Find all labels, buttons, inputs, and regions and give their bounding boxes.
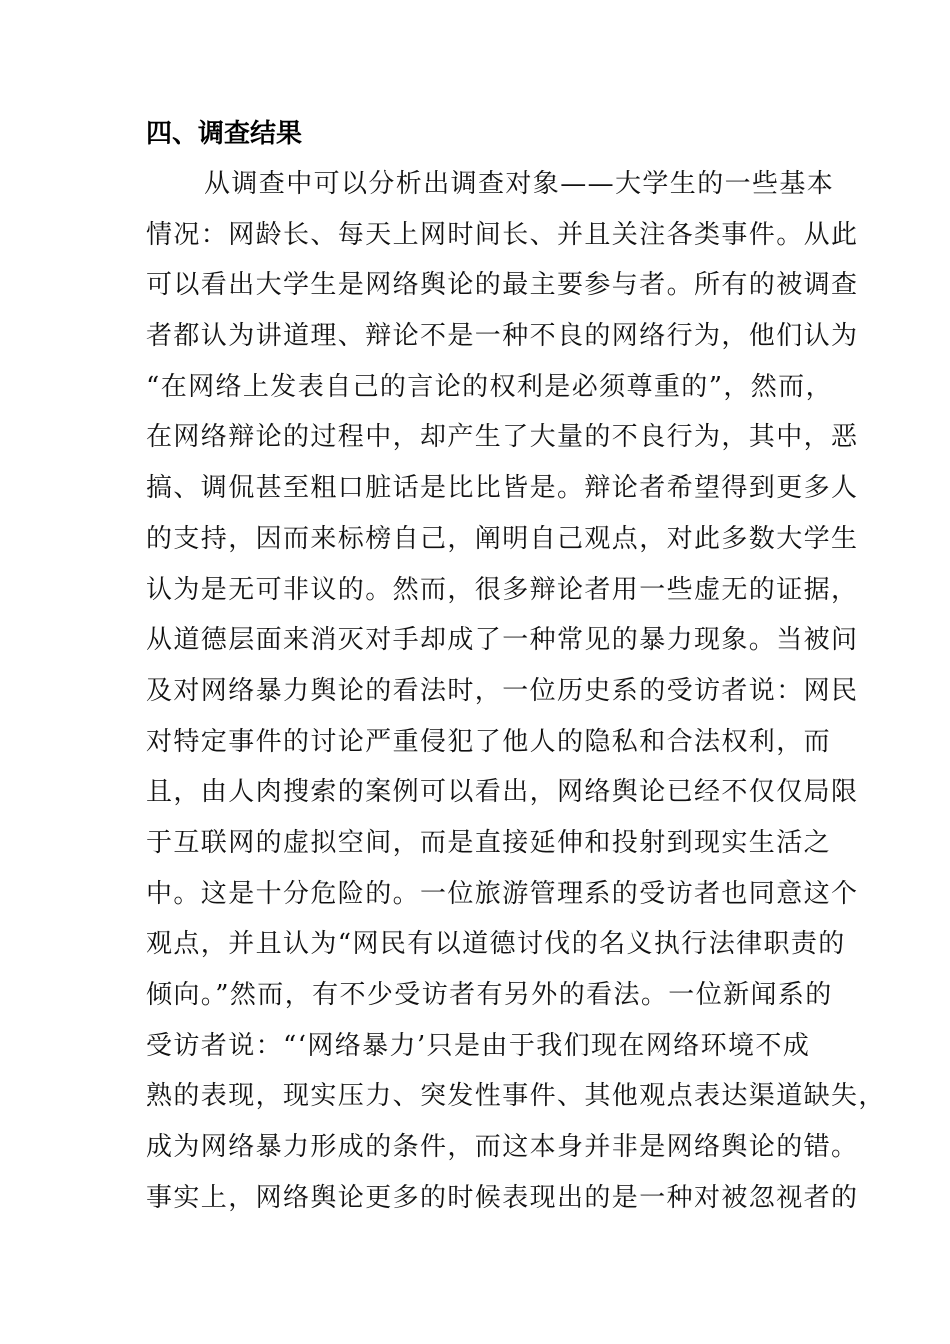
text-line: 受访者说：“‘网络暴力’只是由于我们现在网络环境不成 — [146, 1030, 811, 1061]
text-line: 的支持，因而来标榜自己，阐明自己观点，对此多数大学生 — [146, 523, 859, 554]
text-line: 从调查中可以分析出调查对象——大学生的一些基本 — [204, 169, 835, 199]
text-line: 及对网络暴力舆论的看法时，一位历史系的受访者说：网民 — [146, 675, 859, 706]
text-line: 情况：网龄长、每天上网时间长、并且关注各类事件。从此 — [146, 219, 859, 250]
text-line: 在网络辩论的过程中，却产生了大量的不良行为，其中，恶 — [146, 422, 859, 453]
text-line: 于互联网的虚拟空间，而是直接延伸和投射到现实生活之 — [146, 827, 832, 858]
text-line: 搞、调侃甚至粗口脏话是比比皆是。辩论者希望得到更多人 — [146, 473, 859, 504]
text-line: 成为网络暴力形成的条件，而这本身并非是网络舆论的错。 — [146, 1132, 859, 1163]
text-line: “在网络上发表自己的言论的权利是必须尊重的”，然而， — [146, 371, 833, 402]
text-line: 且，由人肉搜索的案例可以看出，网络舆论已经不仅仅局限 — [146, 777, 859, 808]
text-line: 熟的表现，现实压力、突发性事件、其他观点表达渠道缺失， — [146, 1081, 886, 1112]
text-line: 事实上，网络舆论更多的时候表现出的是一种对被忽视者的 — [146, 1182, 859, 1213]
text-line: 认为是无可非议的。然而，很多辩论者用一些虚无的证据， — [146, 574, 859, 605]
text-line: 者都认为讲道理、辩论不是一种不良的网络行为，他们认为 — [146, 321, 859, 352]
body-paragraph — [146, 164, 886, 1228]
text-line: 从道德层面来消灭对手却成了一种常见的暴力现象。当被问 — [146, 625, 859, 656]
text-line: 中。这是十分危险的。一位旅游管理系的受访者也同意这个 — [146, 878, 859, 909]
text-line: 可以看出大学生是网络舆论的最主要参与者。所有的被调查 — [146, 270, 859, 301]
section-heading: 四、调查结果 — [146, 119, 303, 149]
text-line: 倾向。”然而，有不少受访者有另外的看法。一位新闻系的 — [146, 980, 833, 1010]
text-line: 观点，并且认为“网民有以道德讨伐的名义执行法律职责的 — [146, 929, 846, 960]
text-line: 对特定事件的讨论严重侵犯了他人的隐私和合法权利，而 — [146, 726, 832, 757]
